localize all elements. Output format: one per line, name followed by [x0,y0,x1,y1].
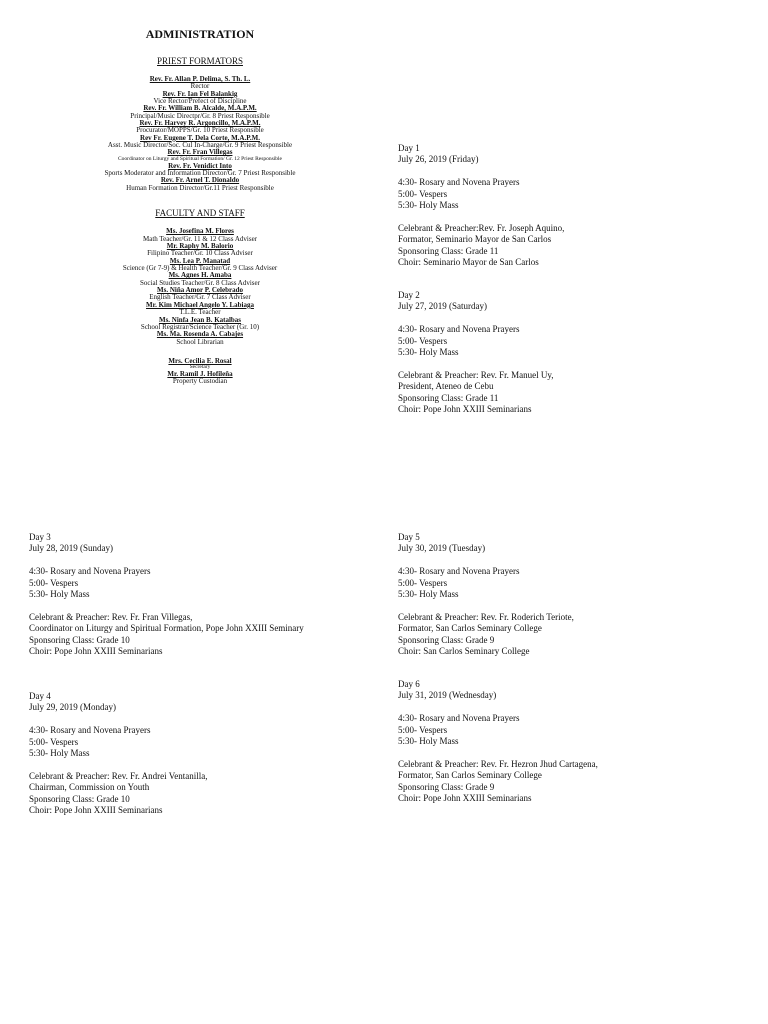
faculty-member [60,258,340,273]
faculty-role: English Teacher/Gr. 7 Class Adviser [149,293,251,302]
formator-name: Rev. Fr. Fran Villegas [167,148,233,157]
formator-role: Asst. Music Director/Soc. Cul In-Charge/Gr. 9 Priest Responsible [107,141,293,150]
choir: Choir: Pope John XXIII Seminarians [398,793,532,804]
day-label: Day 3 [29,532,51,542]
day-label: Day 1 [398,143,420,153]
day-date: July 27, 2019 (Saturday) [398,301,487,312]
day-block-4 [29,691,374,816]
faculty-role: Math Teacher/Gr. 11 & 12 Class Adviser [142,234,258,243]
priest-formator [60,91,340,106]
schedule-item: 5:30- Holy Mass [398,347,459,358]
faculty-role: T.L.E. Teacher [179,308,221,317]
schedule-item: 5:00- Vespers [398,335,448,346]
priest-formator [60,149,340,162]
sponsoring-class: Sponsoring Class: Grade 11 [398,392,499,403]
celebrant-affiliation: Formator, San Carlos Seminary College [398,770,542,781]
celebrant-line: Celebrant & Preacher:Rev. Fr. Joseph Aquino, [398,222,565,233]
priest-formator [60,105,340,120]
day-label: Day 6 [398,679,420,689]
staff-member [60,371,340,386]
celebrant-line: Celebrant & Preacher: Rev. Fr. Hezron Jhud Cartagena, [398,758,598,769]
formator-name: Rev Fr. Eugene T. Dela Corte, M.A.P.M. [140,133,260,142]
faculty-name: Ms. Agnes H. Amaba [168,271,232,280]
schedule-item: 5:30- Holy Mass [398,736,459,747]
faculty-name: Mr. Raphy M. Balorio [166,242,234,251]
formator-role: Rector [190,82,210,91]
celebrant-line: Celebrant & Preacher: Rev. Fr. Roderich Teriote, [398,611,574,622]
celebrant-affiliation: Coordinator on Liturgy and Spiritual Formation, Pope John XXIII Seminary [29,623,304,634]
schedule-item: 4:30- Rosary and Novena Prayers [29,566,151,577]
formator-role: Procurator/MOPPS/Gr. 10 Priest Responsible [136,126,264,135]
faculty-name: Ms. Ma. Rosenda A. Cabajes [156,330,244,339]
faculty-heading: FACULTY AND STAFF [155,207,245,218]
choir: Choir: Pope John XXIII Seminarians [29,646,163,657]
priest-formators-heading: PRIEST FORMATORS [157,55,243,66]
staff-role: Secretary [189,364,211,371]
schedule-item: 4:30- Rosary and Novena Prayers [398,324,520,335]
schedule-item: 4:30- Rosary and Novena Prayers [398,566,520,577]
faculty-role: Science (Gr 7-9) & Health Teacher/Gr. 9 Class Adviser [122,264,278,273]
celebrant-affiliation: Chairman, Commission on Youth [29,782,150,793]
day-date: July 31, 2019 (Wednesday) [398,690,497,701]
sponsoring-class: Sponsoring Class: Grade 9 [398,781,495,792]
day-date: July 28, 2019 (Sunday) [29,543,113,554]
faculty-name: Mr. Kim Michael Angelo Y. Labiaga [146,300,254,309]
priest-formator [60,163,340,178]
sponsoring-class: Sponsoring Class: Grade 11 [398,245,499,256]
schedule-item: 5:30- Holy Mass [29,748,90,759]
administration-title: ADMINISTRATION [145,27,255,41]
celebrant-line: Celebrant & Preacher: Rev. Fr. Fran Villegas, [29,611,193,622]
formator-name: Rev. Fr. Venidict Into [168,161,232,170]
day-block-2 [398,290,743,415]
day-block-6 [398,679,743,804]
day-block-1 [398,143,743,268]
choir: Choir: San Carlos Seminary College [398,646,530,657]
schedule-item: 5:00- Vespers [398,724,448,735]
day-date: July 29, 2019 (Monday) [29,702,116,713]
priest-formator [60,76,340,91]
choir: Choir: Pope John XXIII Seminarians [29,805,163,816]
formator-role: Vice Rector/Prefect of Discipline [153,97,247,106]
administration-section [60,28,340,386]
celebrant-line: Celebrant & Preacher: Rev. Fr. Andrei Ventanilla, [29,770,208,781]
sponsoring-class: Sponsoring Class: Grade 10 [29,634,130,645]
formator-name: Rev. Fr. Harvey R. Argoncillo, M.A.P.M. [139,119,261,128]
faculty-name: Ms. Niña Amor P. Celebrado [157,286,243,295]
priest-formator [60,135,340,150]
schedule-item: 4:30- Rosary and Novena Prayers [398,177,520,188]
faculty-name: Ms. Lea P. Manatad [169,256,231,265]
schedule-item: 5:30- Holy Mass [398,200,459,211]
formator-role: Principal/Music Directpr/Gr. 8 Priest Responsible [130,111,270,120]
formator-role: Sports Moderator and Information Director/Gr. 7 Priest Responsible [104,168,296,177]
schedule-item: 5:30- Holy Mass [29,589,90,600]
faculty-member [60,302,340,317]
priest-formator [60,120,340,135]
faculty-member [60,272,340,287]
faculty-member [60,317,340,332]
celebrant-affiliation: President, Ateneo de Cebu [398,381,494,392]
sponsoring-class: Sponsoring Class: Grade 9 [398,634,495,645]
formator-name: Rev. Fr. Arnel T. Dionaldo [160,176,240,185]
day-date: July 30, 2019 (Tuesday) [398,543,486,554]
day-block-3 [29,532,374,657]
day-date: July 26, 2019 (Friday) [398,154,479,165]
schedule-item: 5:00- Vespers [29,577,79,588]
formator-role: Coordinator on Liturgy and Spiritual Formation/ Gr. 12 Priest Responsible [118,155,282,162]
faculty-role: School Librarian [176,337,224,346]
schedule-item: 5:00- Vespers [398,188,448,199]
staff-name: Mrs. Cecilia E. Rosal [168,356,232,365]
day-label: Day 5 [398,532,420,542]
formator-role: Human Formation Director/Gr.11 Priest Responsible [126,183,274,192]
faculty-name: Ms. Josefina M. Flores [166,227,234,236]
faculty-member [60,243,340,258]
celebrant-affiliation: Formator, Seminario Mayor de San Carlos [398,234,552,245]
day-block-5 [398,532,743,657]
sponsoring-class: Sponsoring Class: Grade 10 [29,793,130,804]
day-label: Day 4 [29,691,51,701]
schedule-item: 5:00- Vespers [29,736,79,747]
schedule-item: 4:30- Rosary and Novena Prayers [29,725,151,736]
faculty-member [60,228,340,243]
faculty-role: Filipino Teacher/Gr. 10 Class Adviser [147,249,253,258]
faculty-member [60,331,340,346]
faculty-role: Social Studies Teacher/Gr. 8 Class Adviser [140,278,260,287]
staff-name: Mr. Ramil J. Hofileña [167,370,233,378]
formator-name: Rev. Fr. Ian Fel Balankig [162,89,238,98]
choir: Choir: Seminario Mayor de San Carlos [398,257,539,268]
formator-name: Rev. Fr. William B. Alcalde, M.A.P.M. [143,104,257,113]
schedule-item: 5:00- Vespers [398,577,448,588]
priest-formator [60,177,340,192]
schedule-item: 5:30- Holy Mass [398,589,459,600]
choir: Choir: Pope John XXIII Seminarians [398,404,532,415]
celebrant-affiliation: Formator, San Carlos Seminary College [398,623,542,634]
faculty-member [60,287,340,302]
formator-name: Rev. Fr. Allan P. Delima, S. Th. L. [149,75,251,84]
staff-role: Property Custodian [172,377,228,386]
faculty-role: School Registrar/Science Teacher (Gr. 10) [140,322,260,331]
schedule-item: 4:30- Rosary and Novena Prayers [398,713,520,724]
day-label: Day 2 [398,290,420,300]
faculty-name: Ms. Ninfa Jean B. Katalbas [158,315,242,324]
celebrant-line: Celebrant & Preacher: Rev. Fr. Manuel Uy, [398,369,554,380]
